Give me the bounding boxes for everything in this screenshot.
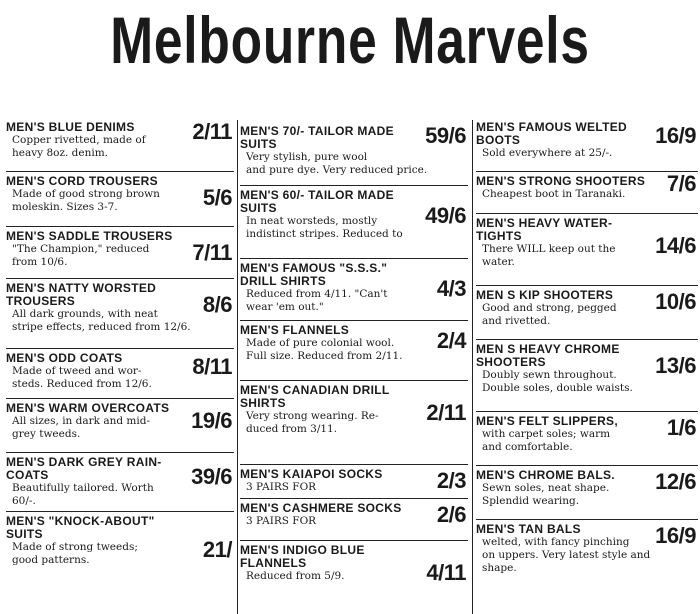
advert-item [476,520,698,600]
item-description: Copper rivetted, made of heavy 8oz. denim. [12,134,146,159]
advert-item [6,172,234,227]
item-description: welted, with fancy pinching on uppers. Very latest style and shape. [482,536,651,574]
item-price: 7/11 [192,240,232,265]
item-price: 2/11 [426,400,466,425]
item-title: MEN'S CANADIAN DRILL SHIRTS [240,383,390,410]
item-title: MEN'S "KNOCK-ABOUT" SUITS [6,514,155,541]
advert-item [240,122,468,186]
item-title: MEN S KIP SHOOTERS [476,288,614,302]
item-description: All dark grounds, with neat stripe effects, reduced from 12/6. [12,308,191,333]
item-description: Good and strong, pegged and rivetted. [482,302,617,327]
item-price: 5/6 [202,185,232,210]
item-description: Made of strong tweeds; good patterns. [12,541,138,566]
advert-item [240,321,468,381]
item-title: MEN'S 70/- TAILOR MADE SUITS [240,124,394,151]
advert-item [476,466,698,520]
advert-item [476,172,698,214]
item-price: 4/11 [426,560,466,585]
item-title: MEN'S BLUE DENIMS [6,120,135,134]
item-description: Cheapest boot in Taranaki. [482,188,626,200]
item-title: MEN'S CASHMERE SOCKS [240,501,402,515]
item-description: Reduced from 5/9. [246,570,345,582]
item-price: 8/6 [202,292,232,317]
item-title: MEN'S KAIAPOI SOCKS [240,467,383,481]
item-description: Doubly sewn throughout. Double soles, double waists. [482,369,633,394]
item-price: 4/3 [436,276,466,301]
item-price: 7/6 [666,171,696,196]
item-description: Made of pure colonial wool. Full size. Reduced from 2/11. [246,337,403,362]
item-title: MEN'S WARM OVERCOATS [6,401,170,415]
item-title: MEN'S STRONG SHOOTERS [476,174,646,188]
advert-item [476,286,698,340]
item-description: Beautifully tailored. Worth 60/-. [12,482,154,507]
item-title: MEN'S CHROME BALS. [476,468,615,482]
item-title: MEN'S FAMOUS WELTED BOOTS [476,120,627,147]
item-price: 16/9 [655,523,696,548]
advert-item [476,340,698,412]
column-2 [240,122,468,607]
item-title: MEN S HEAVY CHROME SHOOTERS [476,342,620,369]
item-title: MEN'S FLANNELS [240,323,350,337]
advert-item [240,541,468,607]
advert-item [240,499,468,541]
column-1 [6,118,234,592]
advert-item [240,381,468,465]
item-price: 39/6 [191,464,232,489]
item-price: 2/3 [436,468,466,493]
item-description: 3 PAIRS FOR [246,481,317,493]
item-description: Sewn soles, neat shape. Splendid wearing. [482,482,610,507]
item-description: "The Champion," reduced from 10/6. [12,243,150,268]
advert-item [6,512,234,592]
item-title: MEN'S FAMOUS "S.S.S." DRILL SHIRTS [240,261,388,288]
advert-item [476,214,698,286]
item-description: with carpet soles; warm and comfortable. [482,428,611,453]
item-title: MEN'S 60/- TAILOR MADE SUITS [240,188,394,215]
item-description: All sizes, in dark and mid- grey tweeds. [12,415,151,440]
item-description: There WILL keep out the water. [482,243,616,268]
item-price: 10/6 [655,289,696,314]
item-price: 2/11 [192,119,232,144]
item-price: 12/6 [655,469,696,494]
item-price: 59/6 [425,123,466,148]
item-title: MEN'S HEAVY WATER- TIGHTS [476,216,613,243]
advert-item [240,186,468,259]
item-price: 2/4 [436,328,466,353]
item-title: MEN'S FELT SLIPPERS, [476,414,618,428]
item-description: Sold everywhere at 25/-. [482,147,613,159]
item-description: 3 PAIRS FOR [246,515,317,527]
item-description: Reduced from 4/11. "Can't wear 'em out." [246,288,388,313]
item-title: MEN'S SADDLE TROUSERS [6,229,173,243]
item-title: MEN'S TAN BALS [476,522,581,536]
advert-item [240,259,468,321]
advert-item [476,118,698,172]
item-price: 19/6 [191,408,232,433]
item-title: MEN'S NATTY WORSTED TROUSERS [6,281,157,308]
advert-item [6,118,234,172]
advert-item [476,412,698,466]
item-price: 16/9 [655,123,696,148]
item-price: 49/6 [425,203,466,228]
item-price: 14/6 [655,233,696,258]
item-description: Very stylish, pure wool and pure dye. Very reduced price. [246,151,428,176]
item-price: 13/6 [655,353,696,378]
column-divider [472,120,473,614]
item-price: 2/6 [436,502,466,527]
advert-item [6,399,234,453]
item-description: Very strong wearing. Re- duced from 3/11. [246,410,379,435]
advert-item [6,279,234,349]
item-price: 8/11 [192,354,232,379]
item-price: 21/ [202,537,232,562]
column-3 [476,118,698,600]
advert-item [6,227,234,279]
item-description: Made of tweed and wor- steds. Reduced from 12/6. [12,365,152,390]
item-price: 1/6 [666,415,696,440]
item-description: In neat worsteds, mostly indistinct stripes. Reduced to [246,215,403,240]
headline: Melbourne Marvels [110,3,590,77]
item-title: MEN'S INDIGO BLUE FLANNELS [240,543,365,570]
item-title: MEN'S DARK GREY RAIN- COATS [6,455,162,482]
item-title: MEN'S CORD TROUSERS [6,174,158,188]
item-title: MEN'S ODD COATS [6,351,123,365]
item-description: Made of good strong brown moleskin. Sizes 3-7. [12,188,160,213]
advert-item [6,453,234,512]
advert-item [240,465,468,499]
advert-item [6,349,234,399]
column-divider [237,120,238,614]
